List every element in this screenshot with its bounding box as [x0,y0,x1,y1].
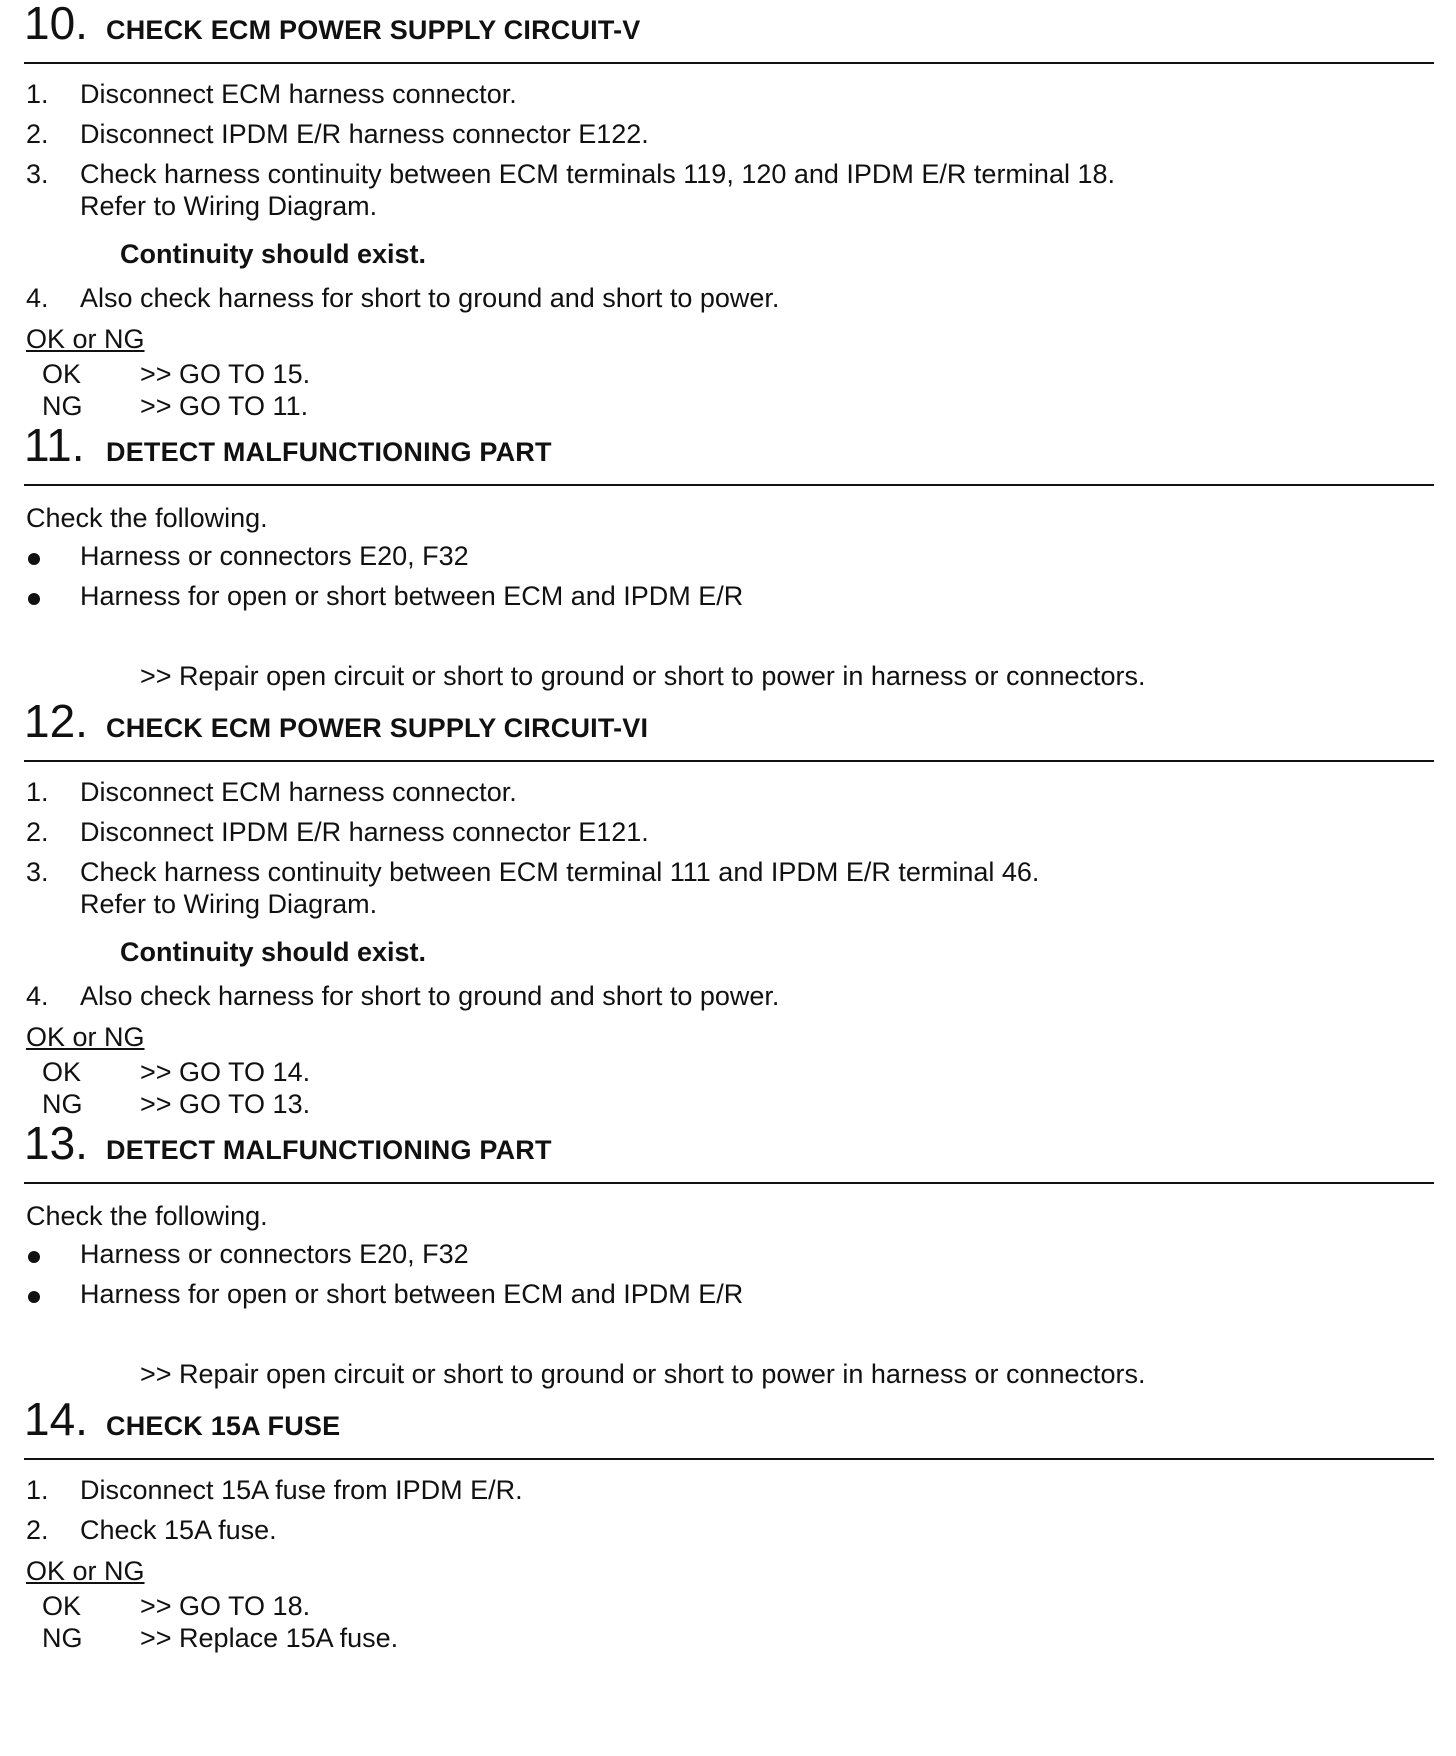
wiring-diagram-reference: Refer to Wiring Diagram. [80,191,378,221]
bullet-item: Harness for open or short between ECM and IPDM E/R [24,1276,1434,1316]
procedure-step: 2. Check 15A fuse. [26,1515,277,1545]
intro-text: Check the following. [26,503,268,533]
procedure-step: 2. Disconnect IPDM E/R harness connector E121. [26,817,649,847]
procedure-step: 1. Disconnect ECM harness connector. [26,777,517,807]
ok-or-ng-label: OK or NG [26,324,145,354]
section-heading [24,1393,1434,1460]
section-14 [24,1393,1434,1654]
ok-or-ng-label: OK or NG [26,1556,145,1586]
procedure-step: 3. Check harness continuity between ECM terminal 111 and IPDM E/R terminal 46. Refer to Wiring Diagram. [26,857,1040,919]
intro-text: Check the following. [26,1201,268,1231]
repair-action: >> Repair open circuit or short to ground or short to power in harness or connectors. [140,661,1146,691]
wiring-diagram-reference: Refer to Wiring Diagram. [80,889,378,919]
bullet-item: Harness for open or short between ECM and IPDM E/R [24,578,1434,618]
step-title: DETECT MALFUNCTIONING PART [106,437,552,467]
bullet-icon [28,593,40,605]
result-row: NG >> Replace 15A fuse. [42,1623,399,1653]
procedure-step: 1. Disconnect ECM harness connector. [26,79,517,109]
step-number: 13. [24,1117,88,1169]
section-heading [24,1117,1434,1184]
step-title: DETECT MALFUNCTIONING PART [106,1135,552,1165]
continuity-note: Continuity should exist. [120,239,427,269]
bullet-item: Harness or connectors E20, F32 [24,1236,1434,1276]
ok-or-ng-label: OK or NG [26,1022,145,1052]
section-heading [24,0,1434,64]
result-row: NG >> GO TO 13. [42,1089,311,1119]
step-number: 12. [24,695,88,747]
result-row: OK >> GO TO 18. [42,1591,311,1621]
step-number: 14. [24,1393,88,1445]
step-title: CHECK 15A FUSE [106,1411,341,1441]
procedure-step: 4. Also check harness for short to ground and short to power. [26,283,780,313]
bullet-icon [28,1291,40,1303]
result-row: NG >> GO TO 11. [42,391,309,421]
procedure-step: 3. Check harness continuity between ECM terminals 119, 120 and IPDM E/R terminal 18. Refer to Wiring Diagram. [26,159,1115,221]
section-heading [24,419,1434,486]
step-title: CHECK ECM POWER SUPPLY CIRCUIT-V [106,15,641,45]
section-10 [24,0,1434,422]
procedure-step: 4. Also check harness for short to ground and short to power. [26,981,780,1011]
result-row: OK >> GO TO 14. [42,1057,311,1087]
bullet-icon [28,1251,40,1263]
section-11 [24,419,1434,698]
repair-action: >> Repair open circuit or short to ground or short to power in harness or connectors. [140,1359,1146,1389]
bullet-item: Harness or connectors E20, F32 [24,538,1434,578]
procedure-step: 1. Disconnect 15A fuse from IPDM E/R. [26,1475,523,1505]
section-13 [24,1117,1434,1396]
bullet-icon [28,553,40,565]
procedure-step: 2. Disconnect IPDM E/R harness connector E122. [26,119,649,149]
continuity-note: Continuity should exist. [120,937,427,967]
step-title: CHECK ECM POWER SUPPLY CIRCUIT-VI [106,713,649,743]
section-heading [24,695,1434,762]
result-row: OK >> GO TO 15. [42,359,311,389]
step-number: 11. [24,419,85,471]
step-number: 10. [24,0,88,49]
document-page [24,0,1434,1654]
section-12 [24,695,1434,1120]
